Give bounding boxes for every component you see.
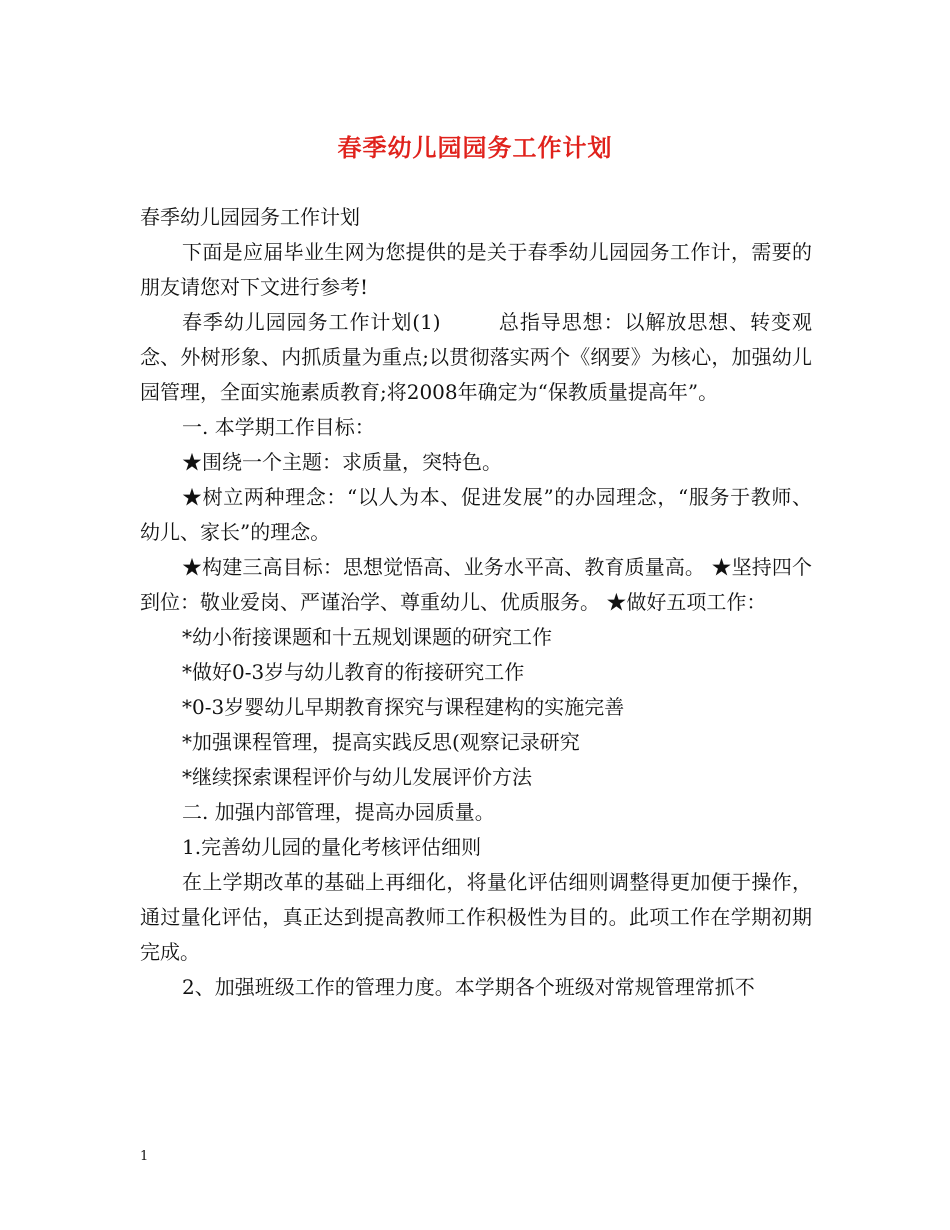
bullet-item: ★围绕一个主题：求质量，突特色。 — [182, 450, 502, 474]
list-item: *继续探索课程评价与幼儿发展评价方法 — [182, 765, 532, 789]
page-number: 1 — [140, 1149, 149, 1164]
body-paragraph: 在上学期改革的基础上再细化，将量化评估细则调整得更加便于操作，通过量化评估，真正达到提高教师工作积极性为目的。此项工作在学期初期完成。 — [140, 870, 812, 964]
body-paragraph: 春季幼儿园园务工作计划(1) 总指导思想：以解放思想、转变观念、外树形象、内抓质量为重点;以贯彻落实两个《纲要》为核心，加强幼儿园管理，全面实施素质教育;将2008年确定为“保教质量提高年”。 — [140, 310, 812, 404]
body-paragraph: 2、加强班级工作的管理力度。本学期各个班级对常规管理常抓不 — [182, 975, 755, 999]
section-heading: 一. 本学期工作目标： — [182, 415, 375, 439]
bullet-item: ★树立两种理念：“以人为本、促进发展”的办园理念，“服务于教师、幼儿、家长”的理念。 — [140, 485, 812, 544]
body-paragraph: 下面是应届毕业生网为您提供的是关于春季幼儿园园务工作计，需要的朋友请您对下文进行参考! — [140, 240, 812, 299]
body-paragraph: 春季幼儿园园务工作计划 — [140, 205, 360, 229]
list-item: *做好0-3岁与幼儿教育的衔接研究工作 — [182, 660, 525, 684]
list-item: *0-3岁婴幼儿早期教育探究与课程建构的实施完善 — [182, 695, 625, 719]
section-heading: 二. 加强内部管理，提高办园质量。 — [182, 800, 495, 824]
document-title: 春季幼儿园园务工作计划 — [337, 133, 613, 162]
bullet-item: ★构建三高目标：思想觉悟高、业务水平高、教育质量高。 ★坚持四个到位：敬业爱岗、严谨治学、尊重幼儿、优质服务。 ★做好五项工作： — [140, 555, 812, 614]
list-item: *幼小衔接课题和十五规划课题的研究工作 — [182, 625, 552, 649]
subsection-heading: 1.完善幼儿园的量化考核评估细则 — [182, 835, 482, 859]
list-item: *加强课程管理，提高实践反思(观察记录研究 — [182, 730, 580, 754]
document-body — [140, 200, 812, 1005]
